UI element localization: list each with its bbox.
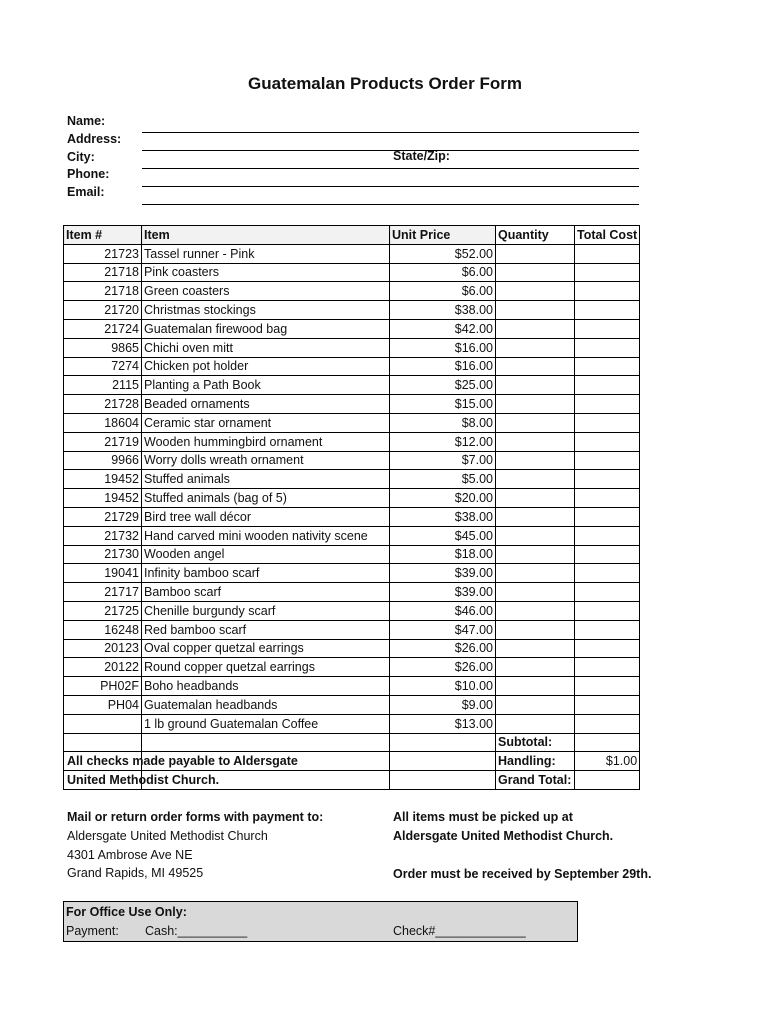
item-name: Red bamboo scarf xyxy=(142,620,390,639)
item-number: 16248 xyxy=(64,620,142,639)
item-number xyxy=(64,714,142,733)
deadline-note: Order must be received by September 29th. xyxy=(393,867,652,881)
item-number: 20122 xyxy=(64,658,142,677)
table-row xyxy=(64,526,640,545)
item-number: 21732 xyxy=(64,526,142,545)
office-use-box xyxy=(63,901,578,942)
item-number: PH04 xyxy=(64,695,142,714)
item-number: 21725 xyxy=(64,601,142,620)
table-row xyxy=(64,470,640,489)
quantity-cell[interactable] xyxy=(496,620,575,639)
item-name: Infinity bamboo scarf xyxy=(142,564,390,583)
unit-price: $16.00 xyxy=(390,357,496,376)
quantity-cell[interactable] xyxy=(496,263,575,282)
unit-price: $18.00 xyxy=(390,545,496,564)
quantity-cell[interactable] xyxy=(496,489,575,508)
grand-total-label: Grand Total: xyxy=(496,771,575,790)
unit-price: $46.00 xyxy=(390,601,496,620)
unit-price: $12.00 xyxy=(390,432,496,451)
unit-price: $6.00 xyxy=(390,282,496,301)
header-item: Item xyxy=(142,226,390,245)
quantity-cell[interactable] xyxy=(496,357,575,376)
item-name: Round copper quetzal earrings xyxy=(142,658,390,677)
item-name: Green coasters xyxy=(142,282,390,301)
mail-note xyxy=(67,808,323,883)
item-name: Ceramic star ornament xyxy=(142,413,390,432)
total-cost-cell[interactable] xyxy=(575,282,640,301)
item-number: 19041 xyxy=(64,564,142,583)
item-name: Chicken pot holder xyxy=(142,357,390,376)
table-row xyxy=(64,432,640,451)
unit-price: $26.00 xyxy=(390,658,496,677)
payment-label: Payment: xyxy=(66,924,119,938)
quantity-cell[interactable] xyxy=(496,338,575,357)
unit-price: $52.00 xyxy=(390,244,496,263)
quantity-cell[interactable] xyxy=(496,507,575,526)
total-cost-cell[interactable] xyxy=(575,263,640,282)
total-cost-cell[interactable] xyxy=(575,658,640,677)
subtotal-cell[interactable] xyxy=(575,733,640,752)
total-cost-cell[interactable] xyxy=(575,413,640,432)
quantity-cell[interactable] xyxy=(496,714,575,733)
quantity-cell[interactable] xyxy=(496,695,575,714)
item-number: PH02F xyxy=(64,677,142,696)
unit-price: $8.00 xyxy=(390,413,496,432)
total-cost-cell[interactable] xyxy=(575,470,640,489)
handling-label: Handling: xyxy=(496,752,575,771)
total-cost-cell[interactable] xyxy=(575,319,640,338)
table-row xyxy=(64,413,640,432)
quantity-cell[interactable] xyxy=(496,376,575,395)
quantity-cell[interactable] xyxy=(496,301,575,320)
pickup-note xyxy=(393,808,613,846)
checks-line-1: All checks made payable to Aldersgate xyxy=(67,754,298,768)
item-name: Christmas stockings xyxy=(142,301,390,320)
total-cost-cell[interactable] xyxy=(575,432,640,451)
checks-note xyxy=(67,752,298,790)
city-line[interactable] xyxy=(142,168,639,169)
email-line[interactable] xyxy=(142,204,639,205)
email-label: Email: xyxy=(67,185,105,199)
mail-line-1: Aldersgate United Methodist Church xyxy=(67,828,268,843)
unit-price: $39.00 xyxy=(390,583,496,602)
unit-price: $13.00 xyxy=(390,714,496,733)
total-cost-cell[interactable] xyxy=(575,395,640,414)
total-cost-cell[interactable] xyxy=(575,677,640,696)
table-row xyxy=(64,244,640,263)
item-name: Bird tree wall décor xyxy=(142,507,390,526)
total-cost-cell[interactable] xyxy=(575,526,640,545)
unit-price: $45.00 xyxy=(390,526,496,545)
total-cost-cell[interactable] xyxy=(575,583,640,602)
item-number: 21728 xyxy=(64,395,142,414)
quantity-cell[interactable] xyxy=(496,583,575,602)
table-row xyxy=(64,564,640,583)
item-name: Bamboo scarf xyxy=(142,583,390,602)
subtotal-label: Subtotal: xyxy=(496,733,575,752)
item-name: Planting a Path Book xyxy=(142,376,390,395)
item-name: Chichi oven mitt xyxy=(142,338,390,357)
unit-price: $38.00 xyxy=(390,507,496,526)
total-cost-cell[interactable] xyxy=(575,564,640,583)
item-name: Beaded ornaments xyxy=(142,395,390,414)
header-total-cost: Total Cost xyxy=(575,226,640,245)
item-number: 2115 xyxy=(64,376,142,395)
item-name: Chenille burgundy scarf xyxy=(142,601,390,620)
table-row xyxy=(64,338,640,357)
total-cost-cell[interactable] xyxy=(575,338,640,357)
item-name: Oval copper quetzal earrings xyxy=(142,639,390,658)
contact-section xyxy=(67,112,647,207)
unit-price: $20.00 xyxy=(390,489,496,508)
item-number: 21718 xyxy=(64,263,142,282)
city-label: City: xyxy=(67,150,95,164)
item-name: Stuffed animals (bag of 5) xyxy=(142,489,390,508)
item-name: Wooden hummingbird ornament xyxy=(142,432,390,451)
quantity-cell[interactable] xyxy=(496,526,575,545)
unit-price: $5.00 xyxy=(390,470,496,489)
unit-price: $42.00 xyxy=(390,319,496,338)
quantity-cell[interactable] xyxy=(496,639,575,658)
mail-line-2: 4301 Ambrose Ave NE xyxy=(67,847,193,862)
mail-line-3: Grand Rapids, MI 49525 xyxy=(67,866,204,881)
table-row xyxy=(64,677,640,696)
address-label: Address: xyxy=(67,132,122,146)
table-row xyxy=(64,507,640,526)
table-row xyxy=(64,376,640,395)
table-row xyxy=(64,395,640,414)
table-row xyxy=(64,282,640,301)
unit-price: $10.00 xyxy=(390,677,496,696)
total-cost-cell[interactable] xyxy=(575,451,640,470)
item-name: 1 lb ground Guatemalan Coffee xyxy=(142,714,390,733)
table-row xyxy=(64,695,640,714)
total-cost-cell[interactable] xyxy=(575,376,640,395)
item-number: 21723 xyxy=(64,244,142,263)
total-cost-cell[interactable] xyxy=(575,695,640,714)
unit-price: $47.00 xyxy=(390,620,496,639)
unit-price: $9.00 xyxy=(390,695,496,714)
grand-total-cell[interactable] xyxy=(575,771,640,790)
item-name: Wooden angel xyxy=(142,545,390,564)
unit-price: $38.00 xyxy=(390,301,496,320)
item-number: 21724 xyxy=(64,319,142,338)
quantity-cell[interactable] xyxy=(496,470,575,489)
header-unit-price: Unit Price xyxy=(390,226,496,245)
header-quantity: Quantity xyxy=(496,226,575,245)
quantity-cell[interactable] xyxy=(496,244,575,263)
total-cost-cell[interactable] xyxy=(575,639,640,658)
subtotal-row xyxy=(64,733,640,752)
checks-line-2: United Methodist Church. xyxy=(67,772,220,787)
item-name: Worry dolls wreath ornament xyxy=(142,451,390,470)
item-number: 21730 xyxy=(64,545,142,564)
item-number: 9966 xyxy=(64,451,142,470)
item-number: 21717 xyxy=(64,583,142,602)
item-name: Boho headbands xyxy=(142,677,390,696)
table-row xyxy=(64,489,640,508)
unit-price: $7.00 xyxy=(390,451,496,470)
total-cost-cell[interactable] xyxy=(575,545,640,564)
header-item-number: Item # xyxy=(64,226,142,245)
table-row xyxy=(64,301,640,320)
total-cost-cell[interactable] xyxy=(575,714,640,733)
table-header-row xyxy=(64,226,640,245)
item-name: Tassel runner - Pink xyxy=(142,244,390,263)
item-number: 21719 xyxy=(64,432,142,451)
item-number: 7274 xyxy=(64,357,142,376)
item-name: Stuffed animals xyxy=(142,470,390,489)
table-row xyxy=(64,620,640,639)
address-line[interactable] xyxy=(142,150,639,151)
item-name: Guatemalan firewood bag xyxy=(142,319,390,338)
table-row xyxy=(64,319,640,338)
table-row xyxy=(64,714,640,733)
total-cost-cell[interactable] xyxy=(575,301,640,320)
item-number: 9865 xyxy=(64,338,142,357)
handling-value: $1.00 xyxy=(575,752,640,771)
quantity-cell[interactable] xyxy=(496,658,575,677)
name-line[interactable] xyxy=(142,132,639,133)
table-row xyxy=(64,601,640,620)
total-cost-cell[interactable] xyxy=(575,244,640,263)
unit-price: $39.00 xyxy=(390,564,496,583)
total-cost-cell[interactable] xyxy=(575,620,640,639)
total-cost-cell[interactable] xyxy=(575,507,640,526)
item-name: Guatemalan headbands xyxy=(142,695,390,714)
unit-price: $15.00 xyxy=(390,395,496,414)
quantity-cell[interactable] xyxy=(496,395,575,414)
total-cost-cell[interactable] xyxy=(575,601,640,620)
quantity-cell[interactable] xyxy=(496,432,575,451)
total-cost-cell[interactable] xyxy=(575,489,640,508)
pickup-line-2: Aldersgate United Methodist Church. xyxy=(393,828,614,843)
quantity-cell[interactable] xyxy=(496,451,575,470)
quantity-cell[interactable] xyxy=(496,677,575,696)
mail-heading: Mail or return order forms with payment to: xyxy=(67,810,324,824)
phone-line[interactable] xyxy=(142,186,639,187)
quantity-cell[interactable] xyxy=(496,545,575,564)
state-zip-label: State/Zip: xyxy=(393,149,450,163)
quantity-cell[interactable] xyxy=(496,601,575,620)
quantity-cell[interactable] xyxy=(496,413,575,432)
item-number: 21718 xyxy=(64,282,142,301)
unit-price: $26.00 xyxy=(390,639,496,658)
item-number: 21720 xyxy=(64,301,142,320)
item-name: Hand carved mini wooden nativity scene xyxy=(142,526,390,545)
unit-price: $25.00 xyxy=(390,376,496,395)
office-heading: For Office Use Only: xyxy=(66,905,187,919)
table-row xyxy=(64,263,640,282)
form-title: Guatemalan Products Order Form xyxy=(248,74,522,93)
total-cost-cell[interactable] xyxy=(575,357,640,376)
name-label: Name: xyxy=(67,114,106,128)
item-number: 19452 xyxy=(64,470,142,489)
table-row xyxy=(64,658,640,677)
table-row xyxy=(64,545,640,564)
item-number: 19452 xyxy=(64,489,142,508)
item-number: 20123 xyxy=(64,639,142,658)
order-table xyxy=(63,225,640,790)
item-name: Pink coasters xyxy=(142,263,390,282)
item-number: 21729 xyxy=(64,507,142,526)
item-number: 18604 xyxy=(64,413,142,432)
table-row xyxy=(64,357,640,376)
pickup-line-1: All items must be picked up at xyxy=(393,810,573,824)
unit-price: $16.00 xyxy=(390,338,496,357)
quantity-cell[interactable] xyxy=(496,319,575,338)
phone-label: Phone: xyxy=(67,167,110,181)
cash-field: Cash:__________ xyxy=(145,924,248,938)
quantity-cell[interactable] xyxy=(496,282,575,301)
unit-price: $6.00 xyxy=(390,263,496,282)
table-row xyxy=(64,639,640,658)
table-row xyxy=(64,451,640,470)
quantity-cell[interactable] xyxy=(496,564,575,583)
check-field: Check#_____________ xyxy=(393,924,526,938)
table-row xyxy=(64,583,640,602)
